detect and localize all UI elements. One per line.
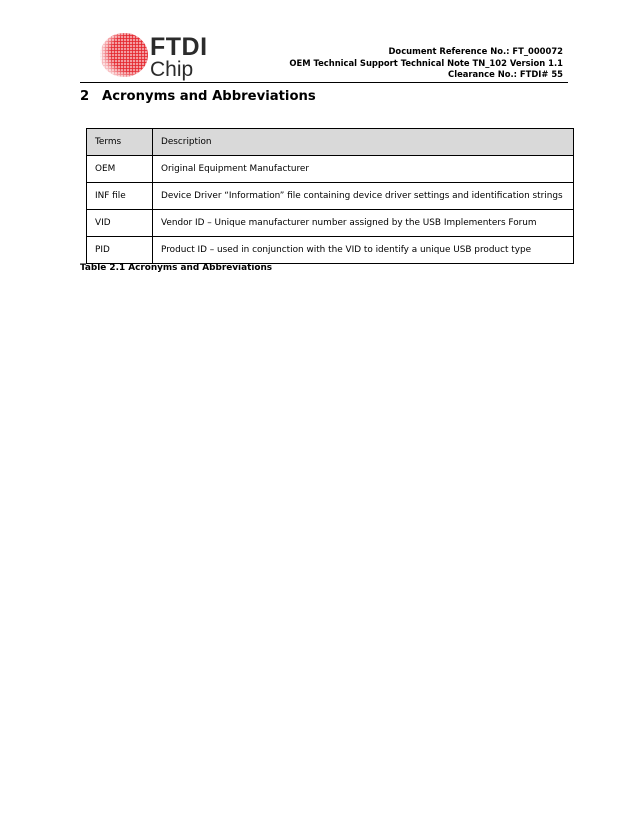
column-header-terms: Terms [87,129,153,156]
term-cell: OEM [87,156,153,183]
column-header-description: Description [153,129,574,156]
document-reference-number: Document Reference No.: FT_000072 [388,46,563,56]
term-cell: VID [87,210,153,237]
header-divider [80,82,568,83]
logo-wordmark-ftdi: FTDI [150,33,208,61]
term-cell: INF file [87,183,153,210]
description-cell: Product ID – used in conjunction with the VID to identify a unique USB product type [153,237,574,264]
table-caption: Table 2.1 Acronyms and Abbreviations [80,263,273,273]
logo-sphere-icon [88,33,148,79]
description-cell: Device Driver “Information” file containing device driver settings and identification strings [153,183,574,210]
table-row [87,183,574,210]
document-title: OEM Technical Support Technical Note TN_102 Version 1.1 [289,57,563,68]
table-row [87,237,574,264]
section-number: 2 [80,89,90,104]
acronyms-table [86,128,574,264]
ftdi-chip-logo [88,33,208,79]
description-cell: Original Equipment Manufacturer [153,156,574,183]
document-reference-block [289,46,563,81]
description-cell: Vendor ID – Unique manufacturer number assigned by the USB Implementers Forum [153,210,574,237]
logo-wordmark-chip: Chip [150,58,194,81]
section-title-text: Acronyms and Abbreviations [102,89,316,104]
table-row [87,210,574,237]
section-heading [80,89,316,104]
term-cell: PID [87,237,153,264]
table-header-row [87,129,574,156]
clearance-number: Clearance No.: FTDI# 55 [448,69,563,79]
table-row [87,156,574,183]
